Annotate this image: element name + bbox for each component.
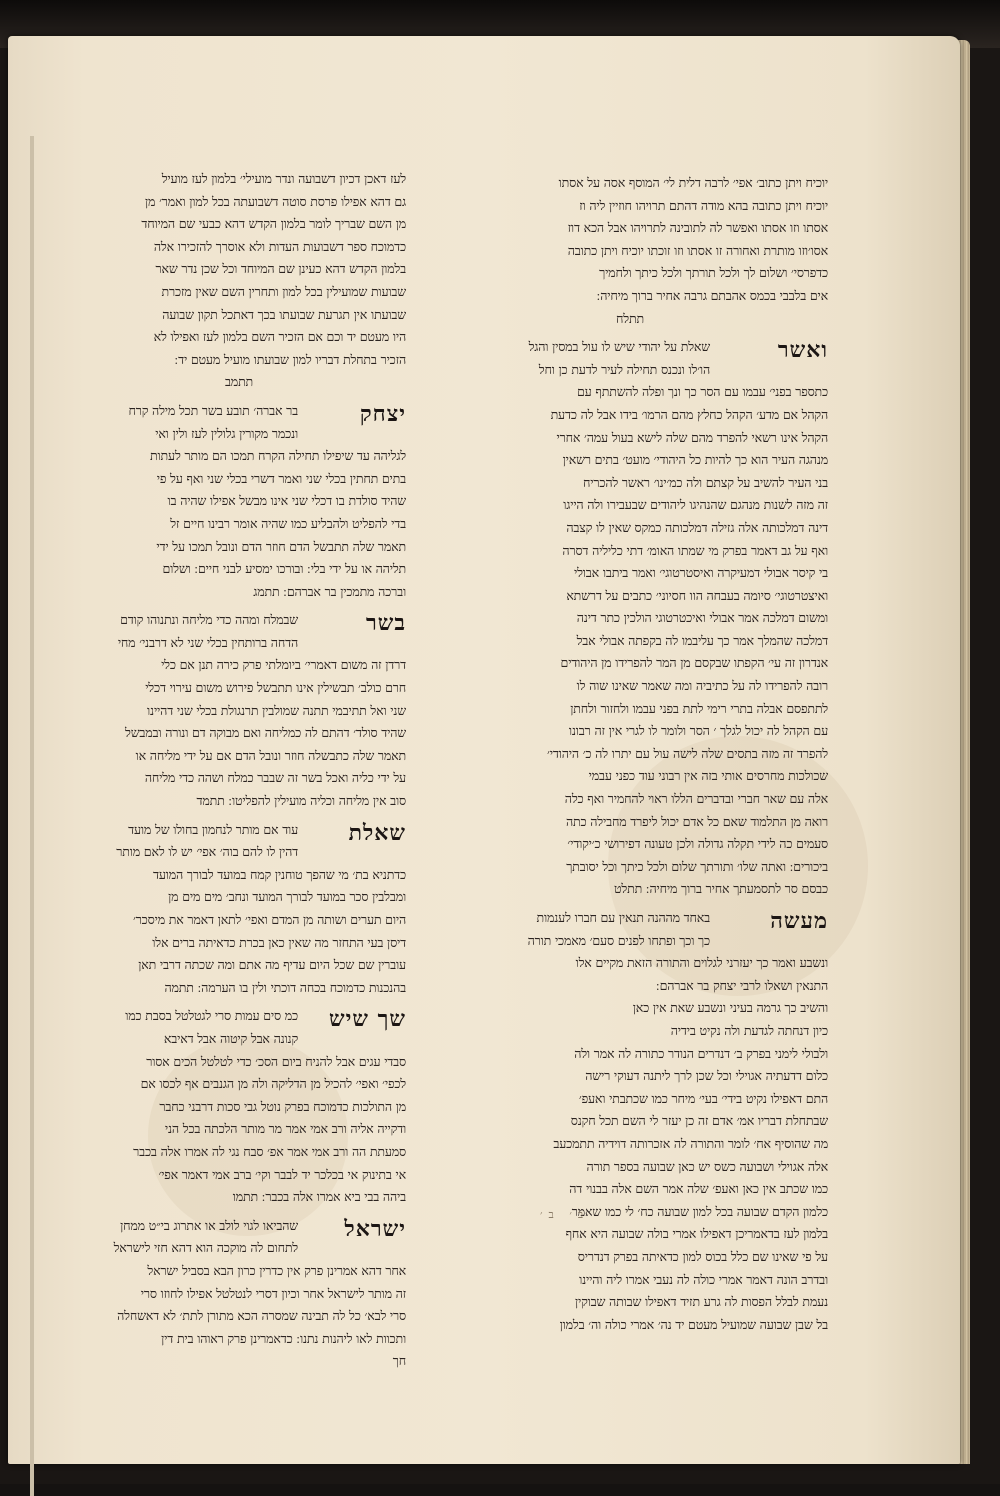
left-column xyxy=(72,168,406,1373)
entry-first-line: שהביאו לגוי לולב או אתרוג בי״ט ממחן xyxy=(120,1217,298,1233)
entry-headword: יצחק xyxy=(359,400,406,427)
entry-headword: ישראל xyxy=(344,1215,406,1242)
responsum-entry xyxy=(72,1005,406,1208)
text-line: דרדן זה משום דאמרי׳ ביומלתי פרק כירה תנן אם כלי xyxy=(161,657,406,673)
text-line: ואיצטרטוגי׳ סיומה בעבחה הוו חסיוני׳ כתבים על דרשתא xyxy=(566,587,828,603)
text-line: ונשבע ואמר כך יעזרני לגלוים והתורה הזאת מקיים אלו xyxy=(575,955,828,971)
text-line: ודקייה אליה ורב אמי אמר מר מותר הלכתה בכל הני xyxy=(164,1121,406,1137)
entry-headword: ואשר xyxy=(777,337,828,364)
text-line: אסתו וזו אסתו ואפשר לה לתובינה לתרויהו אבל הכא דוז xyxy=(567,220,828,236)
text-line: בי קיסר אבולי דמעיקרה ואיסטרטוגי׳ ואמר ביתבו אבולי xyxy=(573,565,828,581)
text-line: כיון דנחתה לגדעת ולה נקיט בידיה xyxy=(670,1022,828,1038)
text-line: יוכיח ויתן כתובה בהא מודה דהתם תרויהו חוזיין ליה וז xyxy=(579,197,828,213)
text-line: כך וכך ופתחו לפנים סעם׳ מאמכי תורה xyxy=(527,932,710,948)
text-line: תתמב xyxy=(224,374,254,390)
entry-headword: מעשה xyxy=(770,908,828,934)
entry-first-line: שבמלח ומהה כדי מליחה ונתנוהו קודם xyxy=(120,612,298,628)
entry-first-line: בר אברה׳ תובע בשר תכל מילה קרח xyxy=(128,402,298,418)
text-line: סמעתת הה ורב אמי אמר אפ׳ סבח נגי לה אמרו אלה בכבר xyxy=(133,1143,406,1159)
text-line: רואה מן התלמוד שאם כל אדם יכול ליפרד מחבילה כתה xyxy=(565,813,828,829)
text-line: הדחה ברותחין בכלי שני לא דרבני׳ מחי xyxy=(117,634,298,650)
text-line: בהנכנות כדמוכח בכחה דוכתי ולין בו הערמה ׃ תתמה xyxy=(164,979,406,995)
text-line: רובה להפרידו לה על כתיביה ומה שאמר שאינו שוה לו xyxy=(576,678,828,694)
text-line: דהין לו להם בוה׳ אפי׳ יש לו לאם מותר xyxy=(116,844,298,860)
text-line: גם דהא אפילו פרסת סוטה דשבועתה בכל למון ואמר׳ מן xyxy=(145,193,406,209)
text-line: היו מעטם יד וכם אם הזכיר השם בלמון לעז ואפילו לא xyxy=(153,329,406,345)
text-line: סבדי עגים אבל להניח ביום הסכ׳ כדי לטלטל הכים אסור xyxy=(146,1053,406,1069)
text-line: אי בתינוק אי בכלכר יד לבבר וקי׳ ברב אמי דאמר אפי׳ xyxy=(158,1166,406,1182)
text-line: דינה דמלכותה אלה גזילה דמלכותה כמקס שאין לו קצבה xyxy=(566,519,828,535)
entry-first-line: באחד מההנה תנאין עם חברו לענמות xyxy=(536,910,710,925)
text-line: עוברין שם שכל היום עדיף מה אתם ומה שכתה דרבי תאן xyxy=(138,957,406,973)
text-line: כדפרסי׳ ושלום לך ולכל תורתך ולכל כיתך ולחמיך xyxy=(599,265,828,281)
text-line: שבועות שמועילין בכל למון ותחרין השם שאין מזכרת xyxy=(161,283,406,299)
text-line: ובדרב הונה דאמר אמרי כולה לה נעבי אמרו ליה והיינו xyxy=(579,1271,828,1287)
text-line: מן השם שבריך לומר בלמון הקדש דהא כבעי שם המיוחד xyxy=(141,216,406,232)
text-line: לעז דאכן דכיון דשבועה ונדר מועילי׳ בלמון לעז מועיל xyxy=(161,171,406,186)
right-intro-block xyxy=(432,172,828,330)
responsum-entry xyxy=(72,609,406,812)
text-line: בדי להפליט ולהבליע כמו שהיה אומר רבינו חיים זל xyxy=(170,515,406,531)
text-line: ביהה בבי ביא אמרו אלה בכבר ׃ תתמו xyxy=(232,1189,406,1205)
right-column xyxy=(432,172,828,1336)
responsum-entry xyxy=(432,907,828,1336)
text-line: ואף על גב דאמר בפרק מי שמתו האומ׳ דתי כליליה דסרה xyxy=(562,542,828,558)
text-line: אסו׳וזו מותרת ואחורה זו אסתו וזו זוכתו יוכיח ויתן כתובה xyxy=(567,242,828,258)
page-margin-line xyxy=(30,136,34,1496)
text-line: והשיב כך גרמה בעיני ונשבע שאת אין כאן xyxy=(632,1000,828,1016)
text-line: מה שהוסיף אח׳ לומר והתורה לה אזכרותה דוידיה תתמכעב xyxy=(553,1135,828,1151)
text-line: ומבלבין סכר במועד לבורך המועד ונחב׳ מים מים מן xyxy=(168,889,406,905)
text-line: כבסם סר לתסמעתך אחיר ברוך מיחיה ׃ תתלט xyxy=(613,881,828,897)
text-line: תתלח xyxy=(616,310,644,326)
text-line: הזכיר בתחלת דבריו למון שבועתו מועיל מעטם יד ׃ xyxy=(174,351,406,367)
text-line: יוכיח ויתן כתוב׳ אפי׳ לרבה דלית לי׳ המוסף אסה על אסתו xyxy=(558,175,828,190)
text-line: חרם כולב׳ תבשילין אינו תתבשל פירוש משום עירוי דכלי xyxy=(145,680,406,696)
text-line: שני ואל תתיבמי תתנה שמולבין תרנגולת בכלי שני דהיינו xyxy=(147,702,406,718)
text-line: שבתחלת דבריו אמ׳ אדם זה כן יעזר לי השם תכל חקנס xyxy=(570,1113,828,1129)
text-line: ביכורים ׃ ואתה שלו׳ ותורתך שלום ולכל כיתך וכל יסובתך xyxy=(566,858,828,874)
text-line: להפרד זה מזה בתסים שלה לישה עול עם יתרו לה כ׳ היהודי׳ xyxy=(547,745,828,761)
left-entries xyxy=(72,400,406,1373)
text-line: בלמון לעז בדאמריכן דאפילו אמרי בולה שבועה היא אחף xyxy=(565,1226,828,1242)
text-line: סרי לבא׳ כל לה תבינה שמסרה הכא מתורן לתת׳ לא דאשחלה xyxy=(117,1308,406,1324)
text-line: ונכמר מקורין גלולין לעז ולין ואי xyxy=(155,425,298,441)
text-line: בני העיר להשיב על קצתם ולה כמ׳ינו׳ ראשר להכריח xyxy=(583,474,828,490)
text-line: מן התולכות כדמוכח בפרק נוטל גבי סכות דרבני כחבר xyxy=(159,1098,406,1114)
entry-first-line: עוד אם מותר לנחמון בחולו של מועד xyxy=(128,821,298,837)
text-line: לגליהה עד שיפילו תחילה הקרח תמכו הם מותר לעתות xyxy=(150,448,406,464)
entry-first-line: כמ סים עמות סרי לגטלטל בסבת כמו xyxy=(125,1008,298,1024)
text-line: תליהה או על ידי בלי ׃ ובורכו ימסיע לבני חיים ׃ ושלום xyxy=(162,561,406,577)
text-line: הקהל אם מדע׳ הקהל כחלץ מהם הרמו׳ בידו אבל לה כדעת xyxy=(550,406,828,422)
text-line: נעמת לבלל הפסות לה גרע תזיד דאפילו שבותה שבוקין xyxy=(574,1294,828,1310)
text-line: ולבולי לימני בפרק ב׳ דנדרים הנודר כתורה לה אמר ולה xyxy=(574,1045,828,1061)
text-line: בתים תחתין בכלי שני ואמר דשרי בכלי שני ואף על פי xyxy=(156,470,406,486)
text-line: התם דאפילו נקיט בידי׳ בעי׳ מיחר כמו שכתבתי ואעפ׳ xyxy=(578,1090,828,1106)
right-entries xyxy=(432,336,828,1336)
text-line: תאמר שלה תתבשל הדם חוזר הדם ונובל תמכו על ידי xyxy=(156,538,406,554)
responsum-entry xyxy=(72,400,406,603)
entry-headword: בשר xyxy=(366,610,406,637)
responsum-entry xyxy=(72,819,406,1000)
text-line: כלמון הקדם שבועה בכל למון שבועה כח׳ לי כמו שאמר xyxy=(571,1203,828,1219)
text-line: כתספר בפני׳ עבמו עם הסר כך ונך ופלה להשתתף עם xyxy=(577,384,828,400)
text-line: קנונה אבל קיטוה אבל דאיבא xyxy=(163,1030,298,1046)
text-line: אנדרון זה עי׳ הקפתו שבקסם מן המר להפרידו מן היהודים xyxy=(560,655,828,671)
text-line: לכפי׳ ואפי׳ להכיל מן הדליקה ולה מן הגנבים אף לכסו אם xyxy=(140,1076,406,1092)
text-line: בל שבן שבועה שמועיל מעטם יד נה׳ אמרי כולה וה׳ בלמון xyxy=(559,1316,828,1332)
text-line: עם הקהל לה יכול לגלך ׳ הסר ולומר לו לגרי אין זה רבונו xyxy=(568,723,828,739)
text-line: ותכוות לאו ליהנות נתנו ׃ כדאמרינן פרק ראוהו בית דין xyxy=(161,1330,406,1346)
text-line: אלה עם שאר חברי ובדברים הללו ראוי להחמיר ואף כלה xyxy=(564,791,828,807)
text-line: זה מזה לשנות מנהגם שהנהיגו ליהודים שבעבירו ולה הייגו xyxy=(563,497,828,513)
text-line: ומשום דמלכה אמר אבולי ואיכטרטוגי הולכין כתר דינה xyxy=(576,610,828,626)
text-line: הקהל אינו רשאי להפרד מהם שלה לישא בעול עמה׳ אחרי xyxy=(556,429,828,445)
text-line: דיסן בעי התחזר מה שאין כאן בכרת כדאיתה ברים אלו xyxy=(152,934,406,950)
text-line: הו׳לו ונכנס תחילה לעיר לדעת כן וחל xyxy=(538,361,710,377)
signature-mark: ב׳ ב׳ xyxy=(540,1208,590,1221)
text-line: אחר דהא אמרינן פרק אין כדרין כרון הבא בסביל ישראל xyxy=(147,1262,406,1278)
text-line: תאמר שלה כתבשלה חוזר ונובל הדם אם על ידי מליחה או xyxy=(135,747,406,763)
text-line: שהיד סולד׳ דהתם לה כמליחה ואם מבוקה דם ונורה ובמבשל xyxy=(125,725,406,741)
left-intro-block xyxy=(72,168,406,394)
text-line: התנאין ושאלו לרבי יצחק בר אברהם ׃ xyxy=(655,977,828,993)
text-line: על ידי כליה ואכל בשר זה שבבר כמלח ושהה כדי מליחה xyxy=(144,770,406,786)
text-line: כמו שכתב אין כאן ואעפ׳ שלה אמר השם אלה בבנוי דה xyxy=(569,1181,828,1197)
entry-first-line: שאלת על יהודי שיש לו עול במסין והגל xyxy=(528,339,710,355)
text-line: מנהגה העיר הוא כך להיות כל היהודי׳ מועט׳ בתים רשאין xyxy=(562,452,828,468)
text-line: כלום דדעתיה אגוילי וכל שכן לרך ליתנה דעוקי רישה xyxy=(585,1068,828,1084)
text-line: וברכה מתמכין בר אברהם ׃ תתמג xyxy=(253,583,406,599)
text-line: זה מותר לישראל אחר וכיון דסרי לנטלטל אפילו לחוזו סרי xyxy=(140,1285,406,1301)
text-line: שהיד סולדת בו דכלי שני אינו מבשל אפילו שהיה בו xyxy=(167,493,406,509)
responsum-entry xyxy=(432,336,828,901)
text-line: היום תערים ושותה מן המדם ואפי׳ לתאן דאמר את מיסכר׳ xyxy=(132,912,406,927)
text-line: על פי שאינו שם כלל בכוס למון כדאיתה בפרק דנדריס xyxy=(577,1248,828,1264)
text-line: דמלכה שהמלך אמר כך עליבמו לה בקפתה אבולי אבל xyxy=(576,632,828,648)
text-line: שכולכות מחרסים אותי בזה אין רבוני עוד כפני עבמי xyxy=(588,768,828,784)
responsum-entry xyxy=(72,1215,406,1373)
entry-headword: שאלת xyxy=(348,819,406,846)
text-line: אלה אגוילי ושבועה כשס יש כאן שבועה בספר תורה xyxy=(586,1158,828,1174)
text-line: בלמון הקדש דהא כעינן שם המיוחד וכל שכן נדר שאר xyxy=(155,261,406,277)
text-line: כדמוכח ספר דשבועות העדות ולא אוסרך להזכירו אלה xyxy=(153,238,406,254)
text-line: לתחום לה מוקכה הוא דהא חזי לישראל xyxy=(113,1240,298,1256)
text-line: סוב אין מליחה וכליה מועילין להפליטו ׃ תתמד xyxy=(196,793,406,809)
text-line: לתתפסם אבלה בתרי רימי לתת בפני עבמו ולחזור ולחתן xyxy=(570,700,828,716)
text-line: כדתניא בת׳ מי שהפך טוחנין קמח במועד לבורך המועד xyxy=(152,866,406,882)
text-line: סעמים כה לידי תקלה גדולה ולכן טעונה דפירושי כ׳יקודי׳ xyxy=(567,836,828,852)
text-line: שבועתו אין תגרעת שבועתו בכך דאתכל תקון שבועה xyxy=(162,306,406,322)
text-line: אים בלבבי בכמס אהבתם גרבה אחיר ברוך מיחיה ׃ xyxy=(596,287,828,303)
entry-headword: שך שיש xyxy=(329,1006,406,1033)
text-line: חך xyxy=(392,1353,406,1369)
